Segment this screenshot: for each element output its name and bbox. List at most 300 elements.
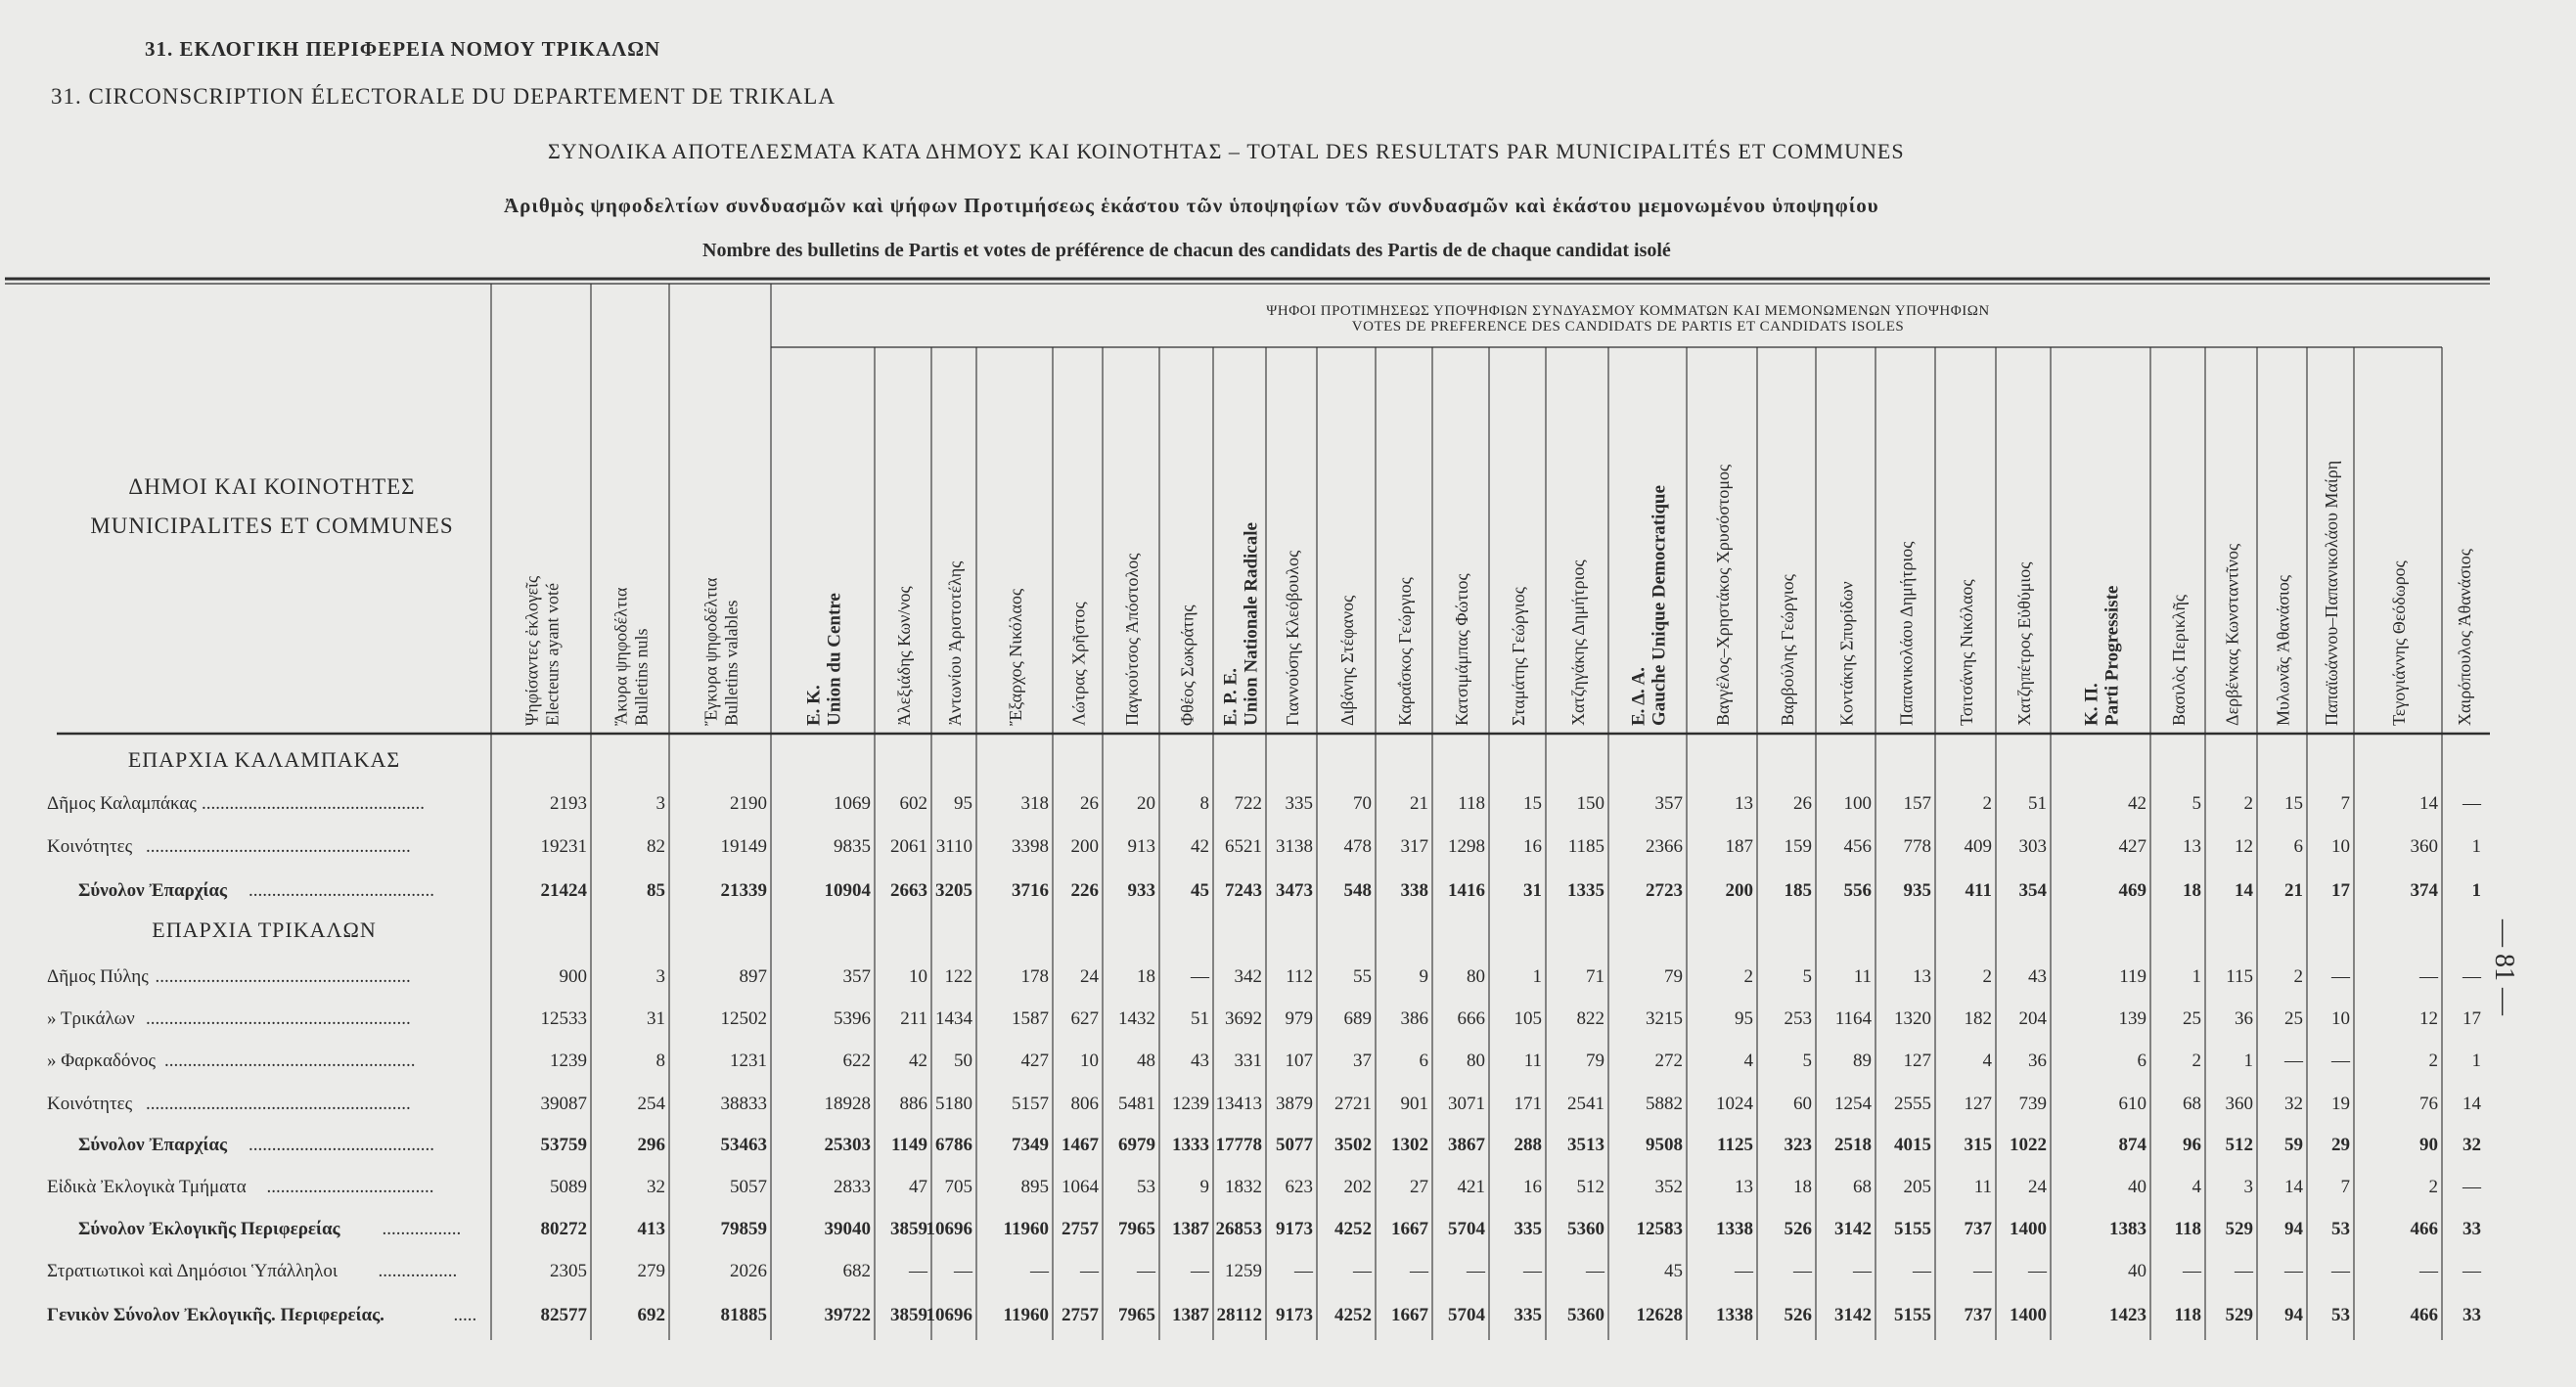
column-header: Βαρβούλης Γεώργιος [1778,574,1797,726]
table-cell: 105 [1514,1008,1542,1029]
table-cell: 6979 [1118,1135,1155,1155]
table-cell: 666 [1457,1008,1485,1029]
table-cell: 413 [637,1219,665,1239]
table-cell: 157 [1903,793,1931,814]
table-cell: 2190 [730,793,767,814]
column-header: Bulletins nuls [631,628,652,726]
table-cell: 3142 [1834,1219,1872,1239]
table-cell: 1383 [2109,1219,2147,1239]
table-cell: — [1973,1261,1992,1281]
table-cell: 2 [1982,966,1992,987]
table-cell: 90 [2419,1135,2438,1155]
title-greek: 31. ΕΚΛΟΓΙΚΗ ΠΕΡΙΦΕΡΕΙΑ ΝΟΜΟΥ ΤΡΙΚΑΛΩΝ [145,37,661,61]
table-cell: 32 [2284,1094,2303,1114]
table-cell: 822 [1576,1008,1604,1029]
dot-leader: ..... [453,1305,477,1325]
table-cell: 1239 [550,1051,587,1071]
table-cell: — [1735,1261,1753,1281]
table-cell: 94 [2284,1219,2303,1239]
table-cell: 15 [2284,793,2303,814]
table-cell: 705 [944,1177,972,1197]
column-header: Κ. Π. [2081,683,2102,726]
table-cell: 182 [1964,1008,1992,1029]
table-cell: 5360 [1567,1305,1604,1325]
table-cell: 2 [1982,793,1992,814]
table-cell: 31 [1523,880,1542,901]
table-cell: 1259 [1225,1261,1262,1281]
table-cell: 1434 [935,1008,972,1029]
table-cell: — [1913,1261,1931,1281]
stub-header-line: MUNICIPALITES ET COMMUNES [90,514,454,538]
table-cell: 682 [842,1261,871,1281]
table-cell: 24 [1080,966,1099,987]
table-cell: 32 [2463,1135,2481,1155]
table-cell: 200 [1070,836,1099,857]
table-cell: 1320 [1894,1008,1931,1029]
table-cell: 7243 [1225,880,1262,901]
table-cell: 16 [1523,836,1542,857]
table-cell: 76 [2419,1094,2438,1114]
table-cell: — [1853,1261,1872,1281]
table-cell: 897 [739,966,767,987]
description-french: Nombre des bulletins de Partis et votes de préférence de chacun des candidats des Partis de de chaque candidat isolé [702,240,1671,261]
table-cell: 526 [1784,1219,1812,1239]
table-cell: 118 [2174,1219,2201,1239]
table-cell: 12 [2419,1008,2438,1029]
table-cell: 122 [944,966,972,987]
table-cell: — [2331,1051,2350,1071]
table-cell: 205 [1903,1177,1931,1197]
table-cell: 26 [1080,793,1099,814]
table-cell: 18928 [824,1094,871,1114]
table-cell: — [1191,1261,1209,1281]
column-header: Union du Centre [824,593,845,726]
table-cell: 45 [1191,880,1209,901]
description-greek: Ἀριθμὸς ψηφοδελτίων συνδυασμῶν καὶ ψήφων Προτιμήσεως ἑκάστου τῶν ὑποψηφίων τῶν συνδυασμῶν καὶ ἑκάστου μεμονωμένου ὑποψηφίου [504,194,1879,217]
table-cell: 1335 [1567,880,1604,901]
column-header: Ἔγκυρα ψηφοδέλτια [700,577,721,726]
table-cell: 1667 [1391,1305,1428,1325]
table-cell: 2 [2428,1177,2438,1197]
dot-leader: ........................................ [249,1135,434,1155]
table-cell: 469 [2118,880,2147,901]
table-cell: 1302 [1391,1135,1428,1155]
table-cell: 2833 [834,1177,871,1197]
table-cell: — [2235,1261,2253,1281]
table-cell: 317 [1400,836,1428,857]
table-cell: 913 [1127,836,1155,857]
table-cell: 303 [2018,836,2047,857]
table-cell: 107 [1285,1051,1313,1071]
column-header: Union Nationale Radicale [1241,522,1262,726]
table-cell: 9173 [1276,1305,1313,1325]
table-cell: 11 [1523,1051,1542,1071]
table-cell: 338 [1400,880,1428,901]
column-header: Ἄκυρα ψηφοδέλτια [610,587,631,726]
table-cell: — [1586,1261,1604,1281]
table-cell: 2757 [1062,1219,1099,1239]
column-header: Ἀλεξιάδης Κων/νος [894,586,914,726]
row-label: Σύνολον Ἐκλογικῆς Περιφερείας [78,1219,340,1239]
title-french: 31. CIRCONSCRIPTION ÉLECTORALE DU DEPARTEMENT DE TRIKALA [51,84,836,109]
table-cell: 3692 [1225,1008,1262,1029]
table-cell: 7 [2340,793,2350,814]
table-cell: 1667 [1391,1219,1428,1239]
table-cell: 95 [954,793,972,814]
table-cell: 3205 [935,880,972,901]
table-cell: 71 [1586,966,1604,987]
table-cell: 14 [2463,1094,2481,1114]
row-label: Γενικὸν Σύνολον Ἐκλογικῆς. Περιφερείας. [47,1305,384,1325]
table-cell: 1467 [1062,1135,1099,1155]
table-cell: 692 [637,1305,665,1325]
table-cell: 21 [1410,793,1428,814]
table-cell: 1185 [1567,836,1604,857]
table-cell: 39040 [824,1219,871,1239]
column-header: Ἀντωνίου Ἀριστοτέλης [945,560,965,726]
table-cell: 20 [1137,793,1155,814]
table-cell: 14 [2284,1177,2303,1197]
table-cell: 4252 [1334,1305,1372,1325]
table-cell: 19 [2331,1094,2350,1114]
table-cell: — [2419,966,2438,987]
table-cell: 81885 [720,1305,767,1325]
table-cell: 6521 [1225,836,1262,857]
table-cell: 1432 [1118,1008,1155,1029]
table-cell: 1 [2243,1051,2253,1071]
table-cell: 2 [2192,1051,2201,1071]
table-cell: 4 [2192,1177,2201,1197]
table-cell: 7 [2340,1177,2350,1197]
table-cell: 11960 [1003,1219,1049,1239]
table-cell: — [1080,1261,1099,1281]
table-cell: 3 [655,966,665,987]
table-cell: 512 [1576,1177,1604,1197]
table-cell: 12533 [540,1008,587,1029]
table-cell: 38833 [720,1094,767,1114]
table-cell: — [2284,1051,2303,1071]
table-cell: 935 [1903,880,1931,901]
table-cell: 127 [1903,1051,1931,1071]
table-cell: 17778 [1215,1135,1262,1155]
table-cell: 512 [2225,1135,2253,1155]
table-cell: 6 [1419,1051,1428,1071]
table-cell: 331 [1234,1051,1262,1071]
table-cell: 53759 [540,1135,587,1155]
table-cell: 739 [2018,1094,2047,1114]
column-header: Ε. Κ. [803,685,825,726]
table-cell: 8 [1199,793,1209,814]
table-cell: 1022 [2010,1135,2047,1155]
table-cell: 901 [1400,1094,1428,1114]
table-row [47,793,2482,814]
table-cell: 874 [2118,1135,2147,1155]
table-cell: 409 [1964,836,1992,857]
table-cell: 1416 [1448,880,1485,901]
table-cell: 979 [1285,1008,1313,1029]
table-cell: 3110 [935,836,972,857]
table-cell: 12 [2235,836,2253,857]
table-cell: 2 [2428,1051,2438,1071]
table-cell: 2723 [1646,880,1683,901]
table-cell: 3502 [1334,1135,1372,1155]
table-cell: 421 [1457,1177,1485,1197]
table-cell: — [1030,1261,1049,1281]
table-cell: 28112 [1216,1305,1262,1325]
table-cell: 39722 [824,1305,871,1325]
table-cell: — [2419,1261,2438,1281]
table-cell: 39087 [540,1094,587,1114]
table-cell: 11 [1973,1177,1992,1197]
column-header: Λώτρας Χρῆστος [1068,602,1089,726]
table-cell: — [2463,966,2481,987]
table-cell: 60 [1793,1094,1812,1114]
column-header: Παπαϊωάννου–Παπανικολάου Μαίρη [2322,460,2341,726]
table-cell: 2721 [1334,1094,1372,1114]
table-cell: 466 [2410,1219,2438,1239]
table-cell: 80272 [540,1219,587,1239]
table-cell: 187 [1725,836,1753,857]
table-cell: 15 [1523,793,1542,814]
table-cell: — [1294,1261,1313,1281]
column-header: Ἔξαρχος Νικόλαος [1006,588,1025,726]
table-cell: 1024 [1716,1094,1753,1114]
table-cell: 2305 [550,1261,587,1281]
table-cell: 21339 [720,880,767,901]
column-header: Παπανικολάου Δημήτριος [1896,541,1917,726]
table-cell: 2 [1743,966,1753,987]
table-cell: 3716 [1012,880,1049,901]
table-cell: 357 [1654,793,1683,814]
dot-leader: ................................................ [202,793,425,814]
table-cell: 5 [1802,1051,1812,1071]
table-cell: 352 [1654,1177,1683,1197]
table-cell: 1164 [1834,1008,1872,1029]
table-cell: — [2284,1261,2303,1281]
table-cell: 127 [1964,1094,1992,1114]
table-cell: 12502 [720,1008,767,1029]
column-header: Τεγογιάννης Θεόδωρος [2389,560,2409,726]
table-cell: 26853 [1215,1219,1262,1239]
table-cell: 185 [1784,880,1812,901]
column-header: Τσιτσάνης Νικόλαος [1957,579,1976,726]
table-cell: 5 [2192,793,2201,814]
dot-leader: ...................................................... [164,1051,416,1071]
table-cell: 1 [2471,836,2481,857]
table-cell: 4 [1743,1051,1753,1071]
table-cell: 342 [1234,966,1262,987]
table-row [47,1051,2481,1071]
table-cell: 315 [1964,1135,1992,1155]
table-cell: 10696 [926,1219,972,1239]
table-cell: 200 [1725,880,1753,901]
dot-leader: ................. [378,1261,458,1281]
table-cell: 323 [1784,1135,1812,1155]
table-cell: 5396 [834,1008,871,1029]
table-cell: 211 [900,1008,927,1029]
table-cell: — [909,1261,927,1281]
row-label: » Τρικάλων [47,1008,135,1029]
dot-leader: ....................................................... [155,966,411,987]
table-cell: 272 [1654,1051,1683,1071]
row-label: Στρατιωτικοὶ καὶ Δημόσιοι Ὑπάλληλοι [47,1261,338,1281]
column-header: Φθέος Σωκράτης [1177,604,1198,726]
table-cell: 1231 [730,1051,767,1071]
table-cell: 9508 [1646,1135,1683,1155]
table-cell: 5360 [1567,1219,1604,1239]
table-cell: 2757 [1062,1305,1099,1325]
table-cell: 1387 [1172,1305,1209,1325]
column-header: Electeurs ayant voté [542,583,563,726]
table-cell: 11960 [1003,1305,1049,1325]
table-cell: 118 [1458,793,1485,814]
table-cell: — [954,1261,972,1281]
table-cell: 318 [1020,793,1049,814]
column-header: Διβάνης Στέφανος [1337,595,1357,726]
table-cell: 466 [2410,1305,2438,1325]
stub-header [90,474,453,538]
table-cell: 36 [2235,1008,2253,1029]
table-cell: 95 [1735,1008,1753,1029]
table-cell: 7965 [1118,1305,1155,1325]
table-cell: 94 [2284,1305,2303,1325]
table-cell: 13 [1735,793,1753,814]
table-cell: 2 [2293,966,2303,987]
table-cell: 478 [1343,836,1372,857]
table-cell: 3859 [890,1219,927,1239]
table-cell: 3473 [1276,880,1313,901]
table-cell: 11 [1853,966,1872,987]
table-cell: 10696 [926,1305,972,1325]
table-cell: 226 [1070,880,1099,901]
table-cell: 5155 [1894,1305,1931,1325]
column-header: Γιαννούσης Κλεόβουλος [1283,550,1302,726]
table-cell: 288 [1514,1135,1542,1155]
table-cell: 254 [637,1094,665,1114]
table-cell: 9835 [834,836,871,857]
column-header: Δερβένκας Κωνσταντῖνος [2222,543,2242,726]
table-cell: 80 [1467,1051,1485,1071]
table-cell: — [1191,966,1209,987]
table-cell: 689 [1343,1008,1372,1029]
dot-leader: ......................................................... [146,836,411,857]
table-cell: 68 [2183,1094,2201,1114]
table-cell: 1587 [1012,1008,1049,1029]
table-cell: 529 [2225,1219,2253,1239]
table-cell: 50 [954,1051,972,1071]
table-cell: 53 [1137,1177,1155,1197]
table-cell: 8 [655,1051,665,1071]
table-row [47,836,2481,857]
table-cell: 21 [2284,880,2303,901]
table-cell: 335 [1514,1219,1542,1239]
table-cell: 13 [2183,836,2201,857]
dot-leader: .................................... [266,1177,434,1197]
table-cell: 2366 [1646,836,1683,857]
table-cell: 13 [1913,966,1931,987]
table-cell: 178 [1020,966,1049,987]
table-cell: 5157 [1012,1094,1049,1114]
table-cell: 118 [2174,1305,2201,1325]
table-cell: 89 [1853,1051,1872,1071]
column-header: Ε. Ρ. Ε. [1220,668,1242,726]
table-cell: 7965 [1118,1219,1155,1239]
column-header: Χατζηπέτρος Εὐθύμιος [2014,561,2034,726]
dot-leader: ........................................ [249,880,434,901]
page-number: — 81 — [2489,919,2519,1015]
table-cell: 112 [1286,966,1313,987]
column-header: Σταμάτης Γεώργιος [1509,587,1528,726]
table-cell: 150 [1576,793,1604,814]
table-cell: 1239 [1172,1094,1209,1114]
table-cell: 1338 [1716,1219,1753,1239]
table-cell: 43 [2028,966,2047,987]
table-cell: 6 [2137,1051,2147,1071]
table-cell: 386 [1400,1008,1428,1029]
table-cell: 933 [1127,880,1155,901]
table-cell: 360 [2225,1094,2253,1114]
table-cell: 374 [2410,880,2438,901]
table-cell: 456 [1843,836,1872,857]
table-cell: 27 [1410,1177,1428,1197]
table-cell: 529 [2225,1305,2253,1325]
table-cell: 12628 [1636,1305,1683,1325]
table-cell: 18 [1137,966,1155,987]
table-cell: 627 [1070,1008,1099,1029]
table-cell: 556 [1843,880,1872,901]
table-cell: 5089 [550,1177,587,1197]
table-cell: — [2331,966,2350,987]
table-cell: 10904 [824,880,871,901]
table-cell: 1 [2192,966,2201,987]
table-cell: 1338 [1716,1305,1753,1325]
table-cell: 4252 [1334,1219,1372,1239]
table-cell: 53 [2331,1219,2350,1239]
table-cell: 5704 [1448,1305,1485,1325]
table-cell: 17 [2331,880,2350,901]
table-cell: 119 [2119,966,2147,987]
table-cell: 778 [1903,836,1931,857]
table-cell: 19231 [540,836,587,857]
row-label: » Φαρκαδόνος [47,1051,157,1071]
table-cell: 2 [2243,793,2253,814]
table-cell: 10 [909,966,927,987]
table-cell: 1400 [2010,1305,2047,1325]
table-cell: 1423 [2109,1305,2147,1325]
table-cell: 31 [647,1008,665,1029]
table-cell: 10 [2331,1008,2350,1029]
table-cell: 900 [559,966,587,987]
column-header: Gauche Unique Democratique [1649,485,1670,726]
row-label: Σύνολον Ἐπαρχίας [78,880,228,901]
table-row [78,880,2481,901]
dot-leader: ................. [382,1219,462,1239]
table-cell: 48 [1137,1051,1155,1071]
table-cell: 1832 [1225,1177,1262,1197]
column-header: Χατζηγάκης Δημήτριος [1568,559,1588,726]
table-cell: 82 [647,836,665,857]
table-cell: 32 [647,1177,665,1197]
table-cell: 202 [1343,1177,1372,1197]
table-cell: 357 [842,966,871,987]
table-cell: 3 [655,793,665,814]
table-cell: 5481 [1118,1094,1155,1114]
table-row [47,966,2482,987]
table-cell: — [2463,1261,2481,1281]
table-cell: 610 [2118,1094,2147,1114]
table-cell: 42 [1191,836,1209,857]
table-cell: 1400 [2010,1219,2047,1239]
